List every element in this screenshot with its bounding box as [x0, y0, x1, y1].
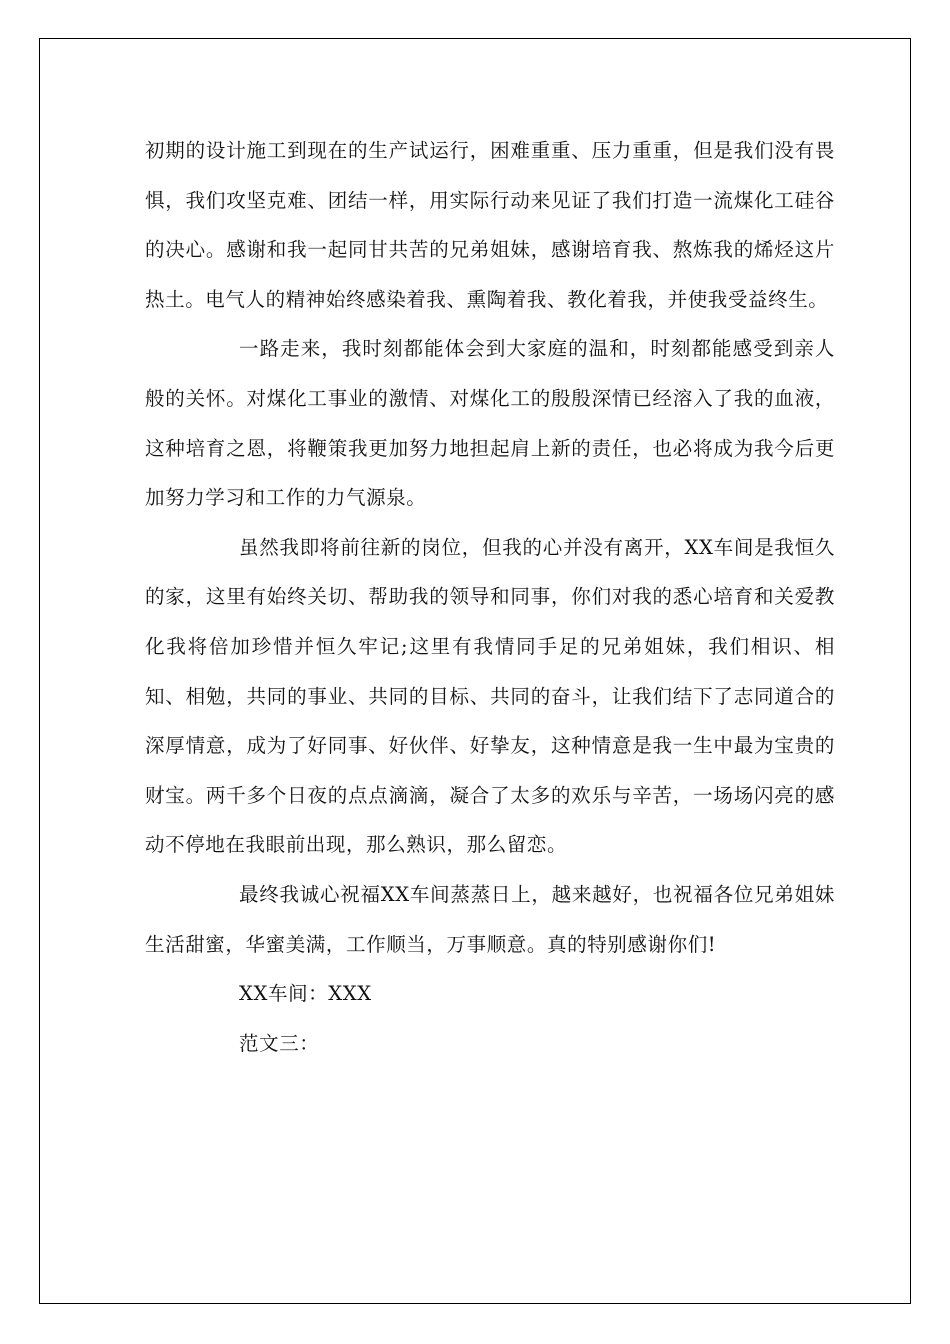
signature-line: XX车间：XXX — [239, 982, 372, 1006]
next-section-heading: 范文三： — [239, 1031, 320, 1055]
document-body — [145, 126, 835, 1068]
paragraph-1: 初期的设计施工到现在的生产试运行，困难重重、压力重重，但是我们没有畏惧，我们攻坚克难、团结一样，用实际行动来见证了我们打造一流煤化工硅谷的决心。感谢和我一起同甘共苦的兄弟姐妹，感谢培育我、熬炼我的烯烃这片热土。电气人的精神始终感染着我、熏陶着我、教化着我，并使我受益终生。 — [145, 139, 835, 311]
paragraph-3: 虽然我即将前往新的岗位，但我的心并没有离开，XX车间是我恒久的家，这里有始终关切、帮助我的领导和同事，你们对我的悉心培育和关爱教化我将倍加珍惜并恒久牢记;这里有我情同手足的兄弟姐妹，我们相识、相知、相勉，共同的事业、共同的目标、共同的奋斗，让我们结下了志同道合的深厚情意，成为了好同事、好伙伴、好挚友，这种情意是我一生中最为宝贵的财宝。两千多个日夜的点点滴滴，凝合了太多的欢乐与辛苦，一场场闪亮的感动不停地在我眼前出现，那么熟识，那么留恋。 — [145, 535, 835, 857]
paragraph-4: 最终我诚心祝福XX车间蒸蒸日上，越来越好，也祝福各位兄弟姐妹生活甜蜜，华蜜美满，工作顺当，万事顺意。真的特别感谢你们! — [145, 882, 835, 956]
paragraph-2: 一路走来，我时刻都能体会到大家庭的温和，时刻都能感受到亲人般的关怀。对煤化工事业的激情、对煤化工的殷殷深情已经溶入了我的血液，这种培育之恩，将鞭策我更加努力地担起肩上新的责任，也必将成为我今后更加努力学习和工作的力气源泉。 — [145, 337, 835, 510]
